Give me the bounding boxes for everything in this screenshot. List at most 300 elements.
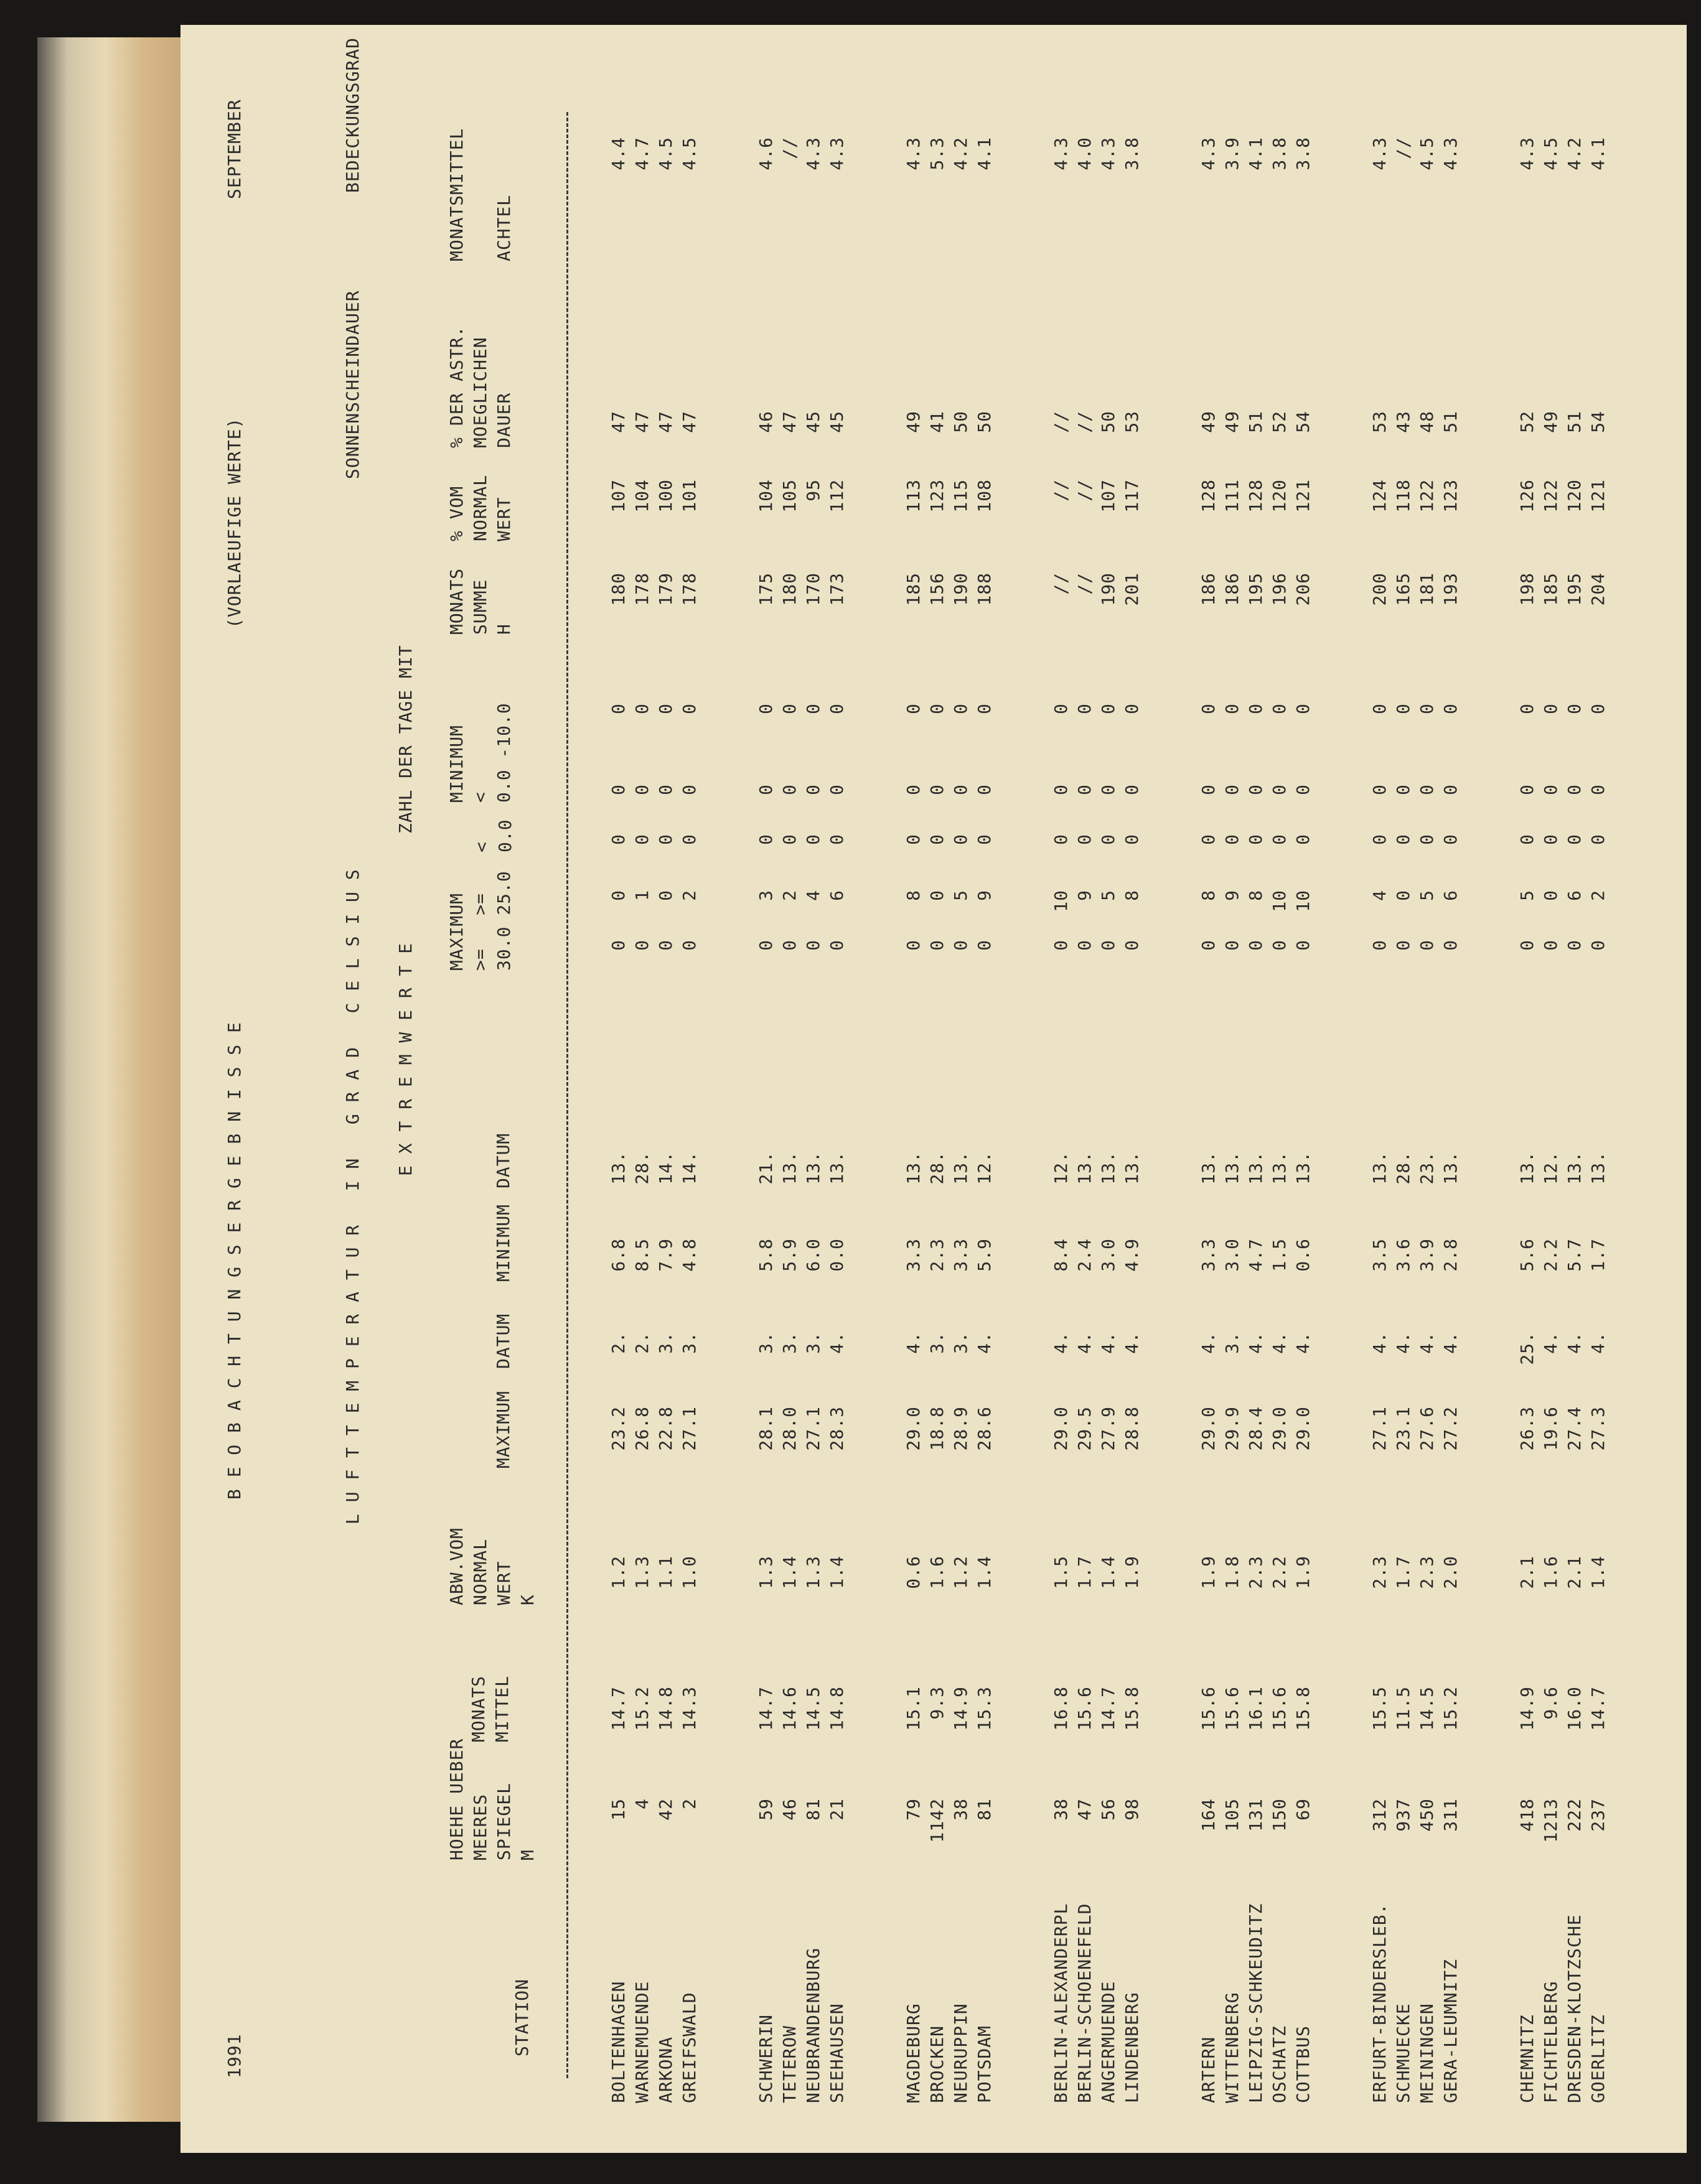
cell-sonne-astr: 53 [1122, 411, 1142, 433]
cell-datum-max: 4. [1293, 1332, 1313, 1354]
cell-monatsmittel: 15.6 [1198, 1686, 1219, 1731]
cell-abweichung: 1.3 [803, 1556, 823, 1589]
cell-minimum: 3.0 [1222, 1238, 1242, 1272]
cell-hoehe: 21 [827, 1798, 847, 1821]
cell-tage-max-30: 0 [1417, 940, 1437, 951]
cell-datum-max: 4. [1098, 1332, 1118, 1354]
header-prozent-astr: % DER ASTR. MOEGLICHEN DAUER [446, 325, 514, 448]
table-row [1097, 100, 1120, 2153]
cell-tage-min-lt-10: 0 [1074, 703, 1095, 714]
cell-tage-max-30: 0 [608, 940, 629, 951]
cell-station: NEUBRANDENBURG [803, 1947, 823, 2103]
cell-monatsmittel: 16.0 [1564, 1686, 1585, 1731]
header-maximum-days: MAXIMUM >= >= 30.0 25.0 [446, 870, 514, 971]
cell-bedeckung: 4.6 [756, 137, 776, 170]
cell-minimum: 5.9 [779, 1238, 800, 1272]
cell-datum-max: 4. [1074, 1332, 1095, 1354]
cell-tage-min-lt-10: 0 [655, 703, 676, 714]
cell-datum-max: 3. [779, 1332, 800, 1354]
cell-sonne-summe: 190 [1098, 572, 1118, 606]
cell-minimum: 8.5 [632, 1238, 652, 1272]
cell-tage-max-30: 0 [1564, 940, 1585, 951]
cell-tage-max-25: 8 [1245, 890, 1266, 901]
cell-datum-min: 23. [1417, 1151, 1437, 1185]
cell-tage-lt0: 0 [655, 834, 676, 845]
cell-sonne-normal: 95 [803, 479, 823, 502]
cell-station: WITTENBERG [1222, 1992, 1242, 2103]
cell-sonne-normal: 122 [1417, 479, 1437, 513]
cell-abweichung: 1.1 [655, 1556, 676, 1589]
header-monatsmittel: MONATS MITTEL [468, 1675, 512, 1742]
cell-sonne-normal: 121 [1588, 479, 1608, 513]
cell-sonne-summe: 195 [1245, 572, 1266, 606]
cell-abweichung: 1.8 [1222, 1556, 1242, 1589]
rotated-table-sheet [180, 25, 1687, 2153]
cell-minimum: 1.5 [1269, 1238, 1290, 1272]
cell-sonne-normal: 123 [1440, 479, 1461, 513]
cell-minimum: 3.6 [1393, 1238, 1413, 1272]
cell-monatsmittel: 14.9 [1517, 1686, 1537, 1731]
cell-datum-min: 13. [1198, 1151, 1219, 1185]
cell-tage-min-lt-10: 0 [1417, 703, 1437, 714]
table-row [607, 100, 630, 2153]
cell-tage-max-30: 0 [1588, 940, 1608, 951]
cell-hoehe: 56 [1098, 1798, 1118, 1821]
cell-station: GOERLITZ [1588, 2014, 1608, 2103]
cell-tage-max-25: 4 [1369, 890, 1390, 901]
cell-datum-min: 13. [1098, 1151, 1118, 1185]
cell-bedeckung: // [1393, 137, 1413, 159]
cell-hoehe: 237 [1588, 1798, 1608, 1832]
cell-hoehe: 98 [1122, 1798, 1142, 1821]
cell-bedeckung: 4.7 [632, 137, 652, 170]
header-bedeckung-monatsmittel: MONATSMITTEL ACHTEL [446, 128, 514, 261]
month: SEPTEMBER [224, 99, 245, 199]
cell-maximum: 28.3 [827, 1406, 847, 1451]
cell-tage-min-lt0: 0 [779, 784, 800, 795]
cell-tage-max-25: 9 [1222, 890, 1242, 901]
cell-datum-min: 13. [779, 1151, 800, 1185]
cell-station: OSCHATZ [1269, 2025, 1290, 2103]
cell-sonne-astr: 41 [927, 411, 947, 433]
cell-monatsmittel: 15.2 [1440, 1686, 1461, 1731]
cell-station: MEININGEN [1417, 2003, 1437, 2103]
cell-sonne-astr: 45 [803, 411, 823, 433]
cell-sonne-normal: 128 [1198, 479, 1219, 513]
cell-monatsmittel: 14.7 [756, 1686, 776, 1731]
cell-station: GERA-LEUMNITZ [1440, 1958, 1461, 2103]
table-row [1415, 100, 1439, 2153]
cell-hoehe: 69 [1293, 1798, 1313, 1821]
cell-datum-max: 2. [632, 1332, 652, 1354]
cell-sonne-astr: 47 [679, 411, 700, 433]
cell-tage-max-30: 0 [632, 940, 652, 951]
cell-tage-min-lt0: 0 [903, 784, 924, 795]
cell-maximum: 29.9 [1222, 1406, 1242, 1451]
cell-tage-lt0: 0 [974, 834, 995, 845]
cell-sonne-summe: 165 [1393, 572, 1413, 606]
cell-maximum: 29.0 [1051, 1406, 1071, 1451]
cell-bedeckung: 3.8 [1269, 137, 1290, 170]
cell-sonne-normal: 104 [756, 479, 776, 513]
cell-sonne-summe: 206 [1293, 572, 1313, 606]
cell-hoehe: 105 [1222, 1798, 1242, 1832]
cell-hoehe: 15 [608, 1798, 629, 1821]
header-station: STATION [512, 1978, 532, 2056]
cell-tage-max-30: 0 [1245, 940, 1266, 951]
cell-bedeckung: 4.2 [950, 137, 971, 170]
cell-tage-lt0: 0 [1293, 834, 1313, 845]
cell-tage-lt0: 0 [1074, 834, 1095, 845]
cell-minimum: 4.7 [1245, 1238, 1266, 1272]
year: 1991 [224, 2033, 245, 2078]
cell-datum-min: 28. [632, 1151, 652, 1185]
cell-maximum: 27.1 [803, 1406, 823, 1451]
cell-sonne-normal: 101 [679, 479, 700, 513]
cell-monatsmittel: 14.3 [679, 1686, 700, 1731]
cell-hoehe: 131 [1245, 1798, 1266, 1832]
cell-tage-max-30: 0 [1051, 940, 1071, 951]
cell-maximum: 29.0 [1293, 1406, 1313, 1451]
cell-datum-min: 13. [1588, 1151, 1608, 1185]
cell-sonne-astr: 54 [1293, 411, 1313, 433]
cell-minimum: 3.5 [1369, 1238, 1390, 1272]
cell-abweichung: 1.7 [1393, 1556, 1413, 1589]
cell-monatsmittel: 9.6 [1540, 1686, 1561, 1720]
cell-tage-max-30: 0 [827, 940, 847, 951]
section-extremwerte: E X T R E M W E R T E [395, 942, 416, 1176]
cell-sonne-summe: 175 [756, 572, 776, 606]
cell-sonne-astr: 51 [1564, 411, 1585, 433]
cell-bedeckung: 4.5 [1540, 137, 1561, 170]
table-row [1392, 100, 1415, 2153]
cell-sonne-normal: // [1051, 479, 1071, 502]
cell-tage-min-lt0: 0 [632, 784, 652, 795]
cell-tage-lt0: 0 [1564, 834, 1585, 845]
cell-maximum: 26.8 [632, 1406, 652, 1451]
cell-sonne-summe: 186 [1198, 572, 1219, 606]
cell-datum-min: 12. [1540, 1151, 1561, 1185]
cell-tage-min-lt0: 0 [608, 784, 629, 795]
cell-bedeckung: 5.3 [927, 137, 947, 170]
cell-sonne-normal: // [1074, 479, 1095, 502]
cell-tage-max-30: 0 [756, 940, 776, 951]
cell-maximum: 18.8 [927, 1406, 947, 1451]
cell-tage-min-lt-10: 0 [1122, 703, 1142, 714]
cell-minimum: 2.3 [927, 1238, 947, 1272]
cell-datum-min: 13. [1369, 1151, 1390, 1185]
table-row [1368, 100, 1392, 2153]
cell-sonne-summe: 198 [1517, 572, 1537, 606]
cell-monatsmittel: 15.1 [903, 1686, 924, 1731]
cell-tage-min-lt0: 0 [679, 784, 700, 795]
cell-monatsmittel: 16.1 [1245, 1686, 1266, 1731]
cell-sonne-summe: 170 [803, 572, 823, 606]
cell-tage-min-lt-10: 0 [803, 703, 823, 714]
cell-datum-max: 3. [950, 1332, 971, 1354]
cell-maximum: 27.6 [1417, 1406, 1437, 1451]
cell-tage-max-25: 10 [1293, 890, 1313, 912]
cell-datum-max: 4. [974, 1332, 995, 1354]
cell-hoehe: 937 [1393, 1798, 1413, 1832]
cell-sonne-astr: // [1074, 411, 1095, 433]
cell-bedeckung: 4.4 [608, 137, 629, 170]
cell-abweichung: 1.6 [927, 1556, 947, 1589]
cell-sonne-summe: 196 [1269, 572, 1290, 606]
cell-tage-min-lt-10: 0 [1540, 703, 1561, 714]
header-abweichung: ABW.VOM NORMAL WERT K [446, 1527, 538, 1605]
cell-sonne-normal: 108 [974, 479, 995, 513]
cell-tage-lt0: 0 [1245, 834, 1266, 845]
cell-sonne-astr: 51 [1440, 411, 1461, 433]
cell-tage-lt0: 0 [608, 834, 629, 845]
table-row [949, 100, 973, 2153]
cell-hoehe: 81 [803, 1798, 823, 1821]
cell-hoehe: 42 [655, 1798, 676, 1821]
cell-tage-min-lt0: 0 [1417, 784, 1437, 795]
cell-tage-max-30: 0 [1440, 940, 1461, 951]
cell-tage-max-30: 0 [1122, 940, 1142, 951]
cell-tage-max-25: 6 [827, 890, 847, 901]
cell-datum-max: 4. [1540, 1332, 1561, 1354]
cell-tage-min-lt0: 0 [1588, 784, 1608, 795]
cell-tage-max-30: 0 [950, 940, 971, 951]
cell-tage-min-lt0: 0 [1122, 784, 1142, 795]
cell-sonne-astr: 46 [756, 411, 776, 433]
cell-station: SCHMUECKE [1393, 2003, 1413, 2103]
cell-abweichung: 1.9 [1198, 1556, 1219, 1589]
cell-minimum: 2.8 [1440, 1238, 1461, 1272]
cell-tage-max-25: 8 [1198, 890, 1219, 901]
cell-maximum: 19.6 [1540, 1406, 1561, 1451]
cell-monatsmittel: 15.8 [1122, 1686, 1142, 1731]
cell-datum-min: 13. [1245, 1151, 1266, 1185]
cell-datum-max: 4. [1417, 1332, 1437, 1354]
table-row [1563, 100, 1586, 2153]
cell-datum-min: 13. [1293, 1151, 1313, 1185]
cell-sonne-normal: 122 [1540, 479, 1561, 513]
cell-tage-min-lt0: 0 [1051, 784, 1071, 795]
cell-minimum: 5.9 [974, 1238, 995, 1272]
cell-tage-lt0: 0 [803, 834, 823, 845]
cell-tage-lt0: 0 [1393, 834, 1413, 845]
cell-tage-min-lt-10: 0 [1293, 703, 1313, 714]
cell-minimum: 1.7 [1588, 1238, 1608, 1272]
cell-maximum: 28.9 [950, 1406, 971, 1451]
cell-hoehe: 311 [1440, 1798, 1461, 1832]
cell-maximum: 22.8 [655, 1406, 676, 1451]
cell-datum-max: 3. [803, 1332, 823, 1354]
cell-datum-max: 4. [1198, 1332, 1219, 1354]
cell-maximum: 27.1 [1369, 1406, 1390, 1451]
cell-bedeckung: 4.3 [1440, 137, 1461, 170]
cell-minimum: 0.6 [1293, 1238, 1313, 1272]
cell-tage-max-25: 10 [1269, 890, 1290, 912]
cell-abweichung: 2.0 [1440, 1556, 1461, 1589]
header-monatssumme: MONATS SUMME H [446, 567, 514, 635]
cell-bedeckung: 4.3 [1369, 137, 1390, 170]
cell-minimum: 6.0 [803, 1238, 823, 1272]
cell-monatsmittel: 14.7 [1098, 1686, 1118, 1731]
cell-abweichung: 1.3 [756, 1556, 776, 1589]
cell-sonne-normal: 118 [1393, 479, 1413, 513]
cell-maximum: 29.0 [903, 1406, 924, 1451]
cell-tage-min-lt-10: 0 [950, 703, 971, 714]
cell-sonne-astr: 49 [1198, 411, 1219, 433]
cell-sonne-normal: 120 [1564, 479, 1585, 513]
cell-abweichung: 1.5 [1051, 1556, 1071, 1589]
cell-tage-max-25: 0 [1540, 890, 1561, 901]
cell-sonne-normal: 128 [1245, 479, 1266, 513]
cell-hoehe: 79 [903, 1798, 924, 1821]
cell-monatsmittel: 14.6 [779, 1686, 800, 1731]
cell-abweichung: 1.0 [679, 1556, 700, 1589]
cell-sonne-summe: 190 [950, 572, 971, 606]
cell-datum-min: 12. [1051, 1151, 1071, 1185]
cell-datum-max: 4. [1051, 1332, 1071, 1354]
cell-monatsmittel: 14.5 [1417, 1686, 1437, 1731]
cell-tage-min-lt0: 0 [1517, 784, 1537, 795]
cell-tage-max-25: 3 [756, 890, 776, 901]
cell-sonne-normal: 113 [903, 479, 924, 513]
right-title: (VORLAEUFIGE WERTE) [224, 417, 245, 628]
cell-sonne-summe: 179 [655, 572, 676, 606]
cell-tage-max-25: 6 [1440, 890, 1461, 901]
cell-abweichung: 1.9 [1293, 1556, 1313, 1589]
cell-abweichung: 2.2 [1269, 1556, 1290, 1589]
cell-hoehe: 312 [1369, 1798, 1390, 1832]
cell-sonne-astr: 43 [1393, 411, 1413, 433]
section-zahl-der-tage: ZAHL DER TAGE MIT [395, 645, 416, 834]
header-minimum: MINIMUM [493, 1203, 513, 1282]
cell-datum-max: 4. [1369, 1332, 1390, 1354]
cell-tage-max-30: 0 [779, 940, 800, 951]
cell-tage-max-30: 0 [1293, 940, 1313, 951]
cell-monatsmittel: 15.6 [1222, 1686, 1242, 1731]
cell-station: WARNEMUENDE [632, 1981, 652, 2103]
cell-tage-min-lt-10: 0 [1440, 703, 1461, 714]
cell-tage-lt0: 0 [1269, 834, 1290, 845]
cell-station: ARTERN [1198, 2036, 1219, 2103]
cell-monatsmittel: 14.5 [803, 1686, 823, 1731]
cell-tage-min-lt0: 0 [756, 784, 776, 795]
cell-bedeckung: 4.1 [1245, 137, 1266, 170]
cell-tage-min-lt-10: 0 [927, 703, 947, 714]
cell-abweichung: 2.1 [1517, 1556, 1537, 1589]
cell-hoehe: 1213 [1540, 1798, 1561, 1843]
table-row [678, 100, 701, 2153]
cell-datum-min: 14. [679, 1151, 700, 1185]
cell-tage-lt0: 0 [1098, 834, 1118, 845]
cell-sonne-normal: 126 [1517, 479, 1537, 513]
cell-tage-min-lt0: 0 [803, 784, 823, 795]
cell-tage-min-lt-10: 0 [974, 703, 995, 714]
table-row [925, 100, 949, 2153]
cell-monatsmittel: 16.8 [1051, 1686, 1071, 1731]
cell-tage-min-lt0: 0 [1540, 784, 1561, 795]
cell-datum-max: 4. [1269, 1332, 1290, 1354]
cell-minimum: 4.9 [1122, 1238, 1142, 1272]
cell-hoehe: 46 [779, 1798, 800, 1821]
table-row [1516, 100, 1539, 2153]
cell-sonne-astr: 47 [632, 411, 652, 433]
cell-tage-lt0: 0 [1517, 834, 1537, 845]
cell-sonne-astr: // [1051, 411, 1071, 433]
cell-datum-max: 4. [1122, 1332, 1142, 1354]
cell-sonne-normal: 104 [632, 479, 652, 513]
cell-sonne-summe: 186 [1222, 572, 1242, 606]
cell-tage-lt0: 0 [927, 834, 947, 845]
cell-sonne-summe: 195 [1564, 572, 1585, 606]
cell-station: ANGERMUENDE [1098, 1981, 1118, 2103]
cell-tage-min-lt0: 0 [1222, 784, 1242, 795]
cell-sonne-summe: 156 [927, 572, 947, 606]
cell-datum-min: 13. [1269, 1151, 1290, 1185]
cell-bedeckung: // [779, 137, 800, 159]
cell-sonne-astr: 51 [1245, 411, 1266, 433]
cell-tage-min-lt-10: 0 [1269, 703, 1290, 714]
cell-bedeckung: 4.1 [1588, 137, 1608, 170]
cell-tage-max-30: 0 [903, 940, 924, 951]
cell-maximum: 29.0 [1269, 1406, 1290, 1451]
cell-sonne-astr: 47 [655, 411, 676, 433]
cell-datum-max: 3. [679, 1332, 700, 1354]
cell-datum-max: 4. [1440, 1332, 1461, 1354]
cell-tage-max-30: 0 [974, 940, 995, 951]
cell-datum-max: 4. [1245, 1332, 1266, 1354]
cell-sonne-astr: 52 [1269, 411, 1290, 433]
cell-hoehe: 222 [1564, 1798, 1585, 1832]
cell-station: NEURUPPIN [950, 2003, 971, 2103]
cell-maximum: 28.0 [779, 1406, 800, 1451]
cell-sonne-astr: 50 [974, 411, 995, 433]
cell-station: LEIPZIG-SCHKEUDITZ [1245, 1903, 1266, 2103]
cell-tage-max-25: 1 [632, 890, 652, 901]
cell-abweichung: 2.1 [1564, 1556, 1585, 1589]
cell-bedeckung: 3.8 [1122, 137, 1142, 170]
cell-datum-min: 13. [608, 1151, 629, 1185]
cell-sonne-normal: 117 [1122, 479, 1142, 513]
cell-sonne-summe: 185 [1540, 572, 1561, 606]
cell-maximum: 28.4 [1245, 1406, 1266, 1451]
cell-tage-lt0: 0 [1122, 834, 1142, 845]
cell-tage-min-lt0: 0 [1293, 784, 1313, 795]
cell-sonne-astr: 47 [779, 411, 800, 433]
cell-bedeckung: 4.3 [1051, 137, 1071, 170]
cell-bedeckung: 4.3 [1098, 137, 1118, 170]
header-prozent-normal: % VOM NORMAL WERT [446, 474, 514, 541]
cell-sonne-astr: 50 [950, 411, 971, 433]
cell-tage-min-lt-10: 0 [1245, 703, 1266, 714]
table-row [1073, 100, 1097, 2153]
cell-sonne-normal: 121 [1293, 479, 1313, 513]
table-row [802, 100, 825, 2153]
cell-station: FICHTELBERG [1540, 1981, 1561, 2103]
cell-tage-max-30: 0 [1393, 940, 1413, 951]
cell-monatsmittel: 15.2 [632, 1686, 652, 1731]
cell-abweichung: 1.4 [974, 1556, 995, 1589]
cell-tage-min-lt0: 0 [927, 784, 947, 795]
cell-tage-lt0: 0 [903, 834, 924, 845]
cell-datum-max: 4. [903, 1332, 924, 1354]
cell-tage-lt0: 0 [779, 834, 800, 845]
cell-tage-min-lt0: 0 [1198, 784, 1219, 795]
cell-sonne-normal: 107 [608, 479, 629, 513]
cell-tage-max-25: 2 [1588, 890, 1608, 901]
cell-station: TETEROW [779, 2025, 800, 2103]
cell-datum-max: 3. [927, 1332, 947, 1354]
cell-abweichung: 1.3 [632, 1556, 652, 1589]
